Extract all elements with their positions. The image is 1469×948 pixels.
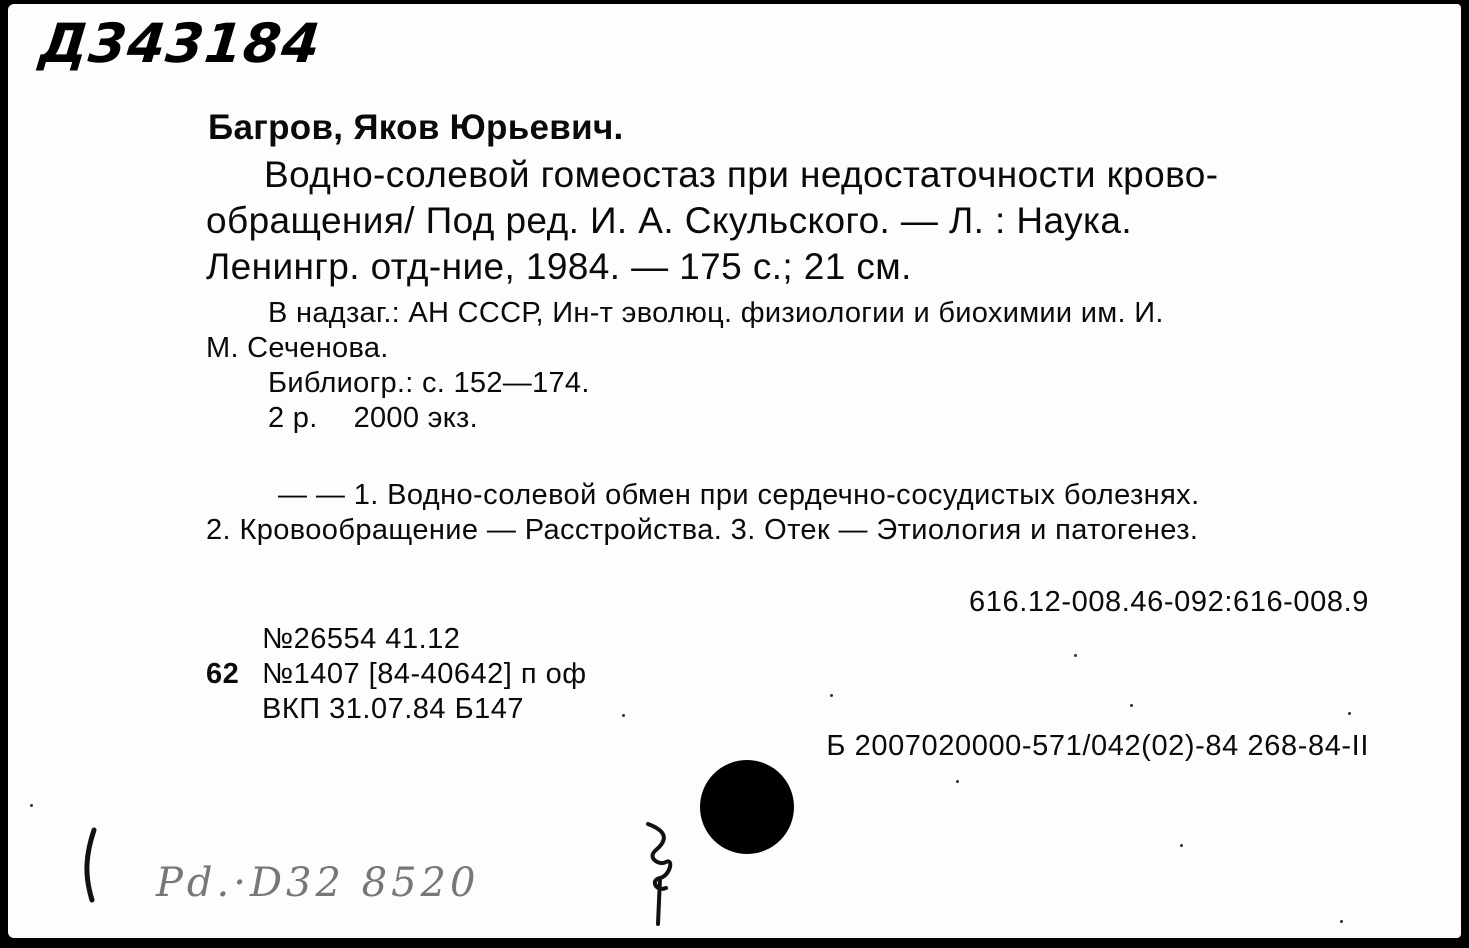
title-line: Водно-солевой гомеостаз при недостаточности крово-: [264, 154, 1219, 195]
subject-line1: — — 1. Водно-солевой обмен при сердечно-сосудистых болезнях.: [278, 479, 1200, 511]
catalog-card: [8, 4, 1461, 938]
price-copies-line: [206, 401, 1164, 436]
inventory-stamp: Pd.·D32 8520: [156, 860, 480, 906]
udc-code: 616.12-008.46-092:616-008.9: [969, 586, 1369, 618]
bibliography-note: Библиогр.: с. 152—174.: [268, 367, 590, 399]
pencil-mark-icon: [64, 824, 134, 904]
speck: [1180, 844, 1183, 847]
bbk-code: Б 2007020000-571/042(02)-84 268-84-II: [826, 730, 1369, 762]
speck: [622, 714, 625, 717]
handwritten-mark-icon: [630, 816, 710, 928]
registration-line2: 62 №1407 [84-40642] п оф: [206, 658, 587, 690]
speck: [1130, 704, 1133, 707]
shelfmark: Д343184: [36, 12, 324, 75]
title-line: Ленингр. отд-ние, 1984. — 175 с.; 21 см.: [206, 246, 912, 287]
title-block: [206, 152, 1370, 290]
title-line: обращения/ Под ред. И. А. Скульского. — Л. : Наука.: [206, 200, 1133, 241]
speck: [30, 804, 33, 807]
speck: [1348, 712, 1351, 715]
speck: [956, 780, 959, 783]
registration-line1: №26554 41.12: [262, 623, 461, 655]
author-heading: Багров, Яков Юрьевич.: [208, 108, 624, 147]
copies: 2000 экз.: [353, 402, 479, 434]
header-note-line2: М. Сеченова.: [206, 332, 389, 364]
notes-block: [206, 296, 1164, 436]
registration-number-prefix: 62: [206, 658, 240, 690]
speck: [1074, 654, 1077, 657]
registration-block: [206, 622, 587, 727]
header-note-line1: В надзаг.: АН СССР, Ин-т эволюц. физиологии и биохимии им. И.: [268, 297, 1164, 329]
subject-line2: 2. Кровообращение — Расстройства. 3. Отек — Этиология и патогенез.: [206, 514, 1199, 546]
speck: [1340, 920, 1343, 923]
registration-line3: ВКП 31.07.84 Б147: [262, 693, 524, 725]
punch-hole: [700, 760, 794, 854]
price: 2 р.: [268, 402, 318, 434]
subject-headings: [206, 478, 1200, 548]
speck: [830, 694, 833, 697]
